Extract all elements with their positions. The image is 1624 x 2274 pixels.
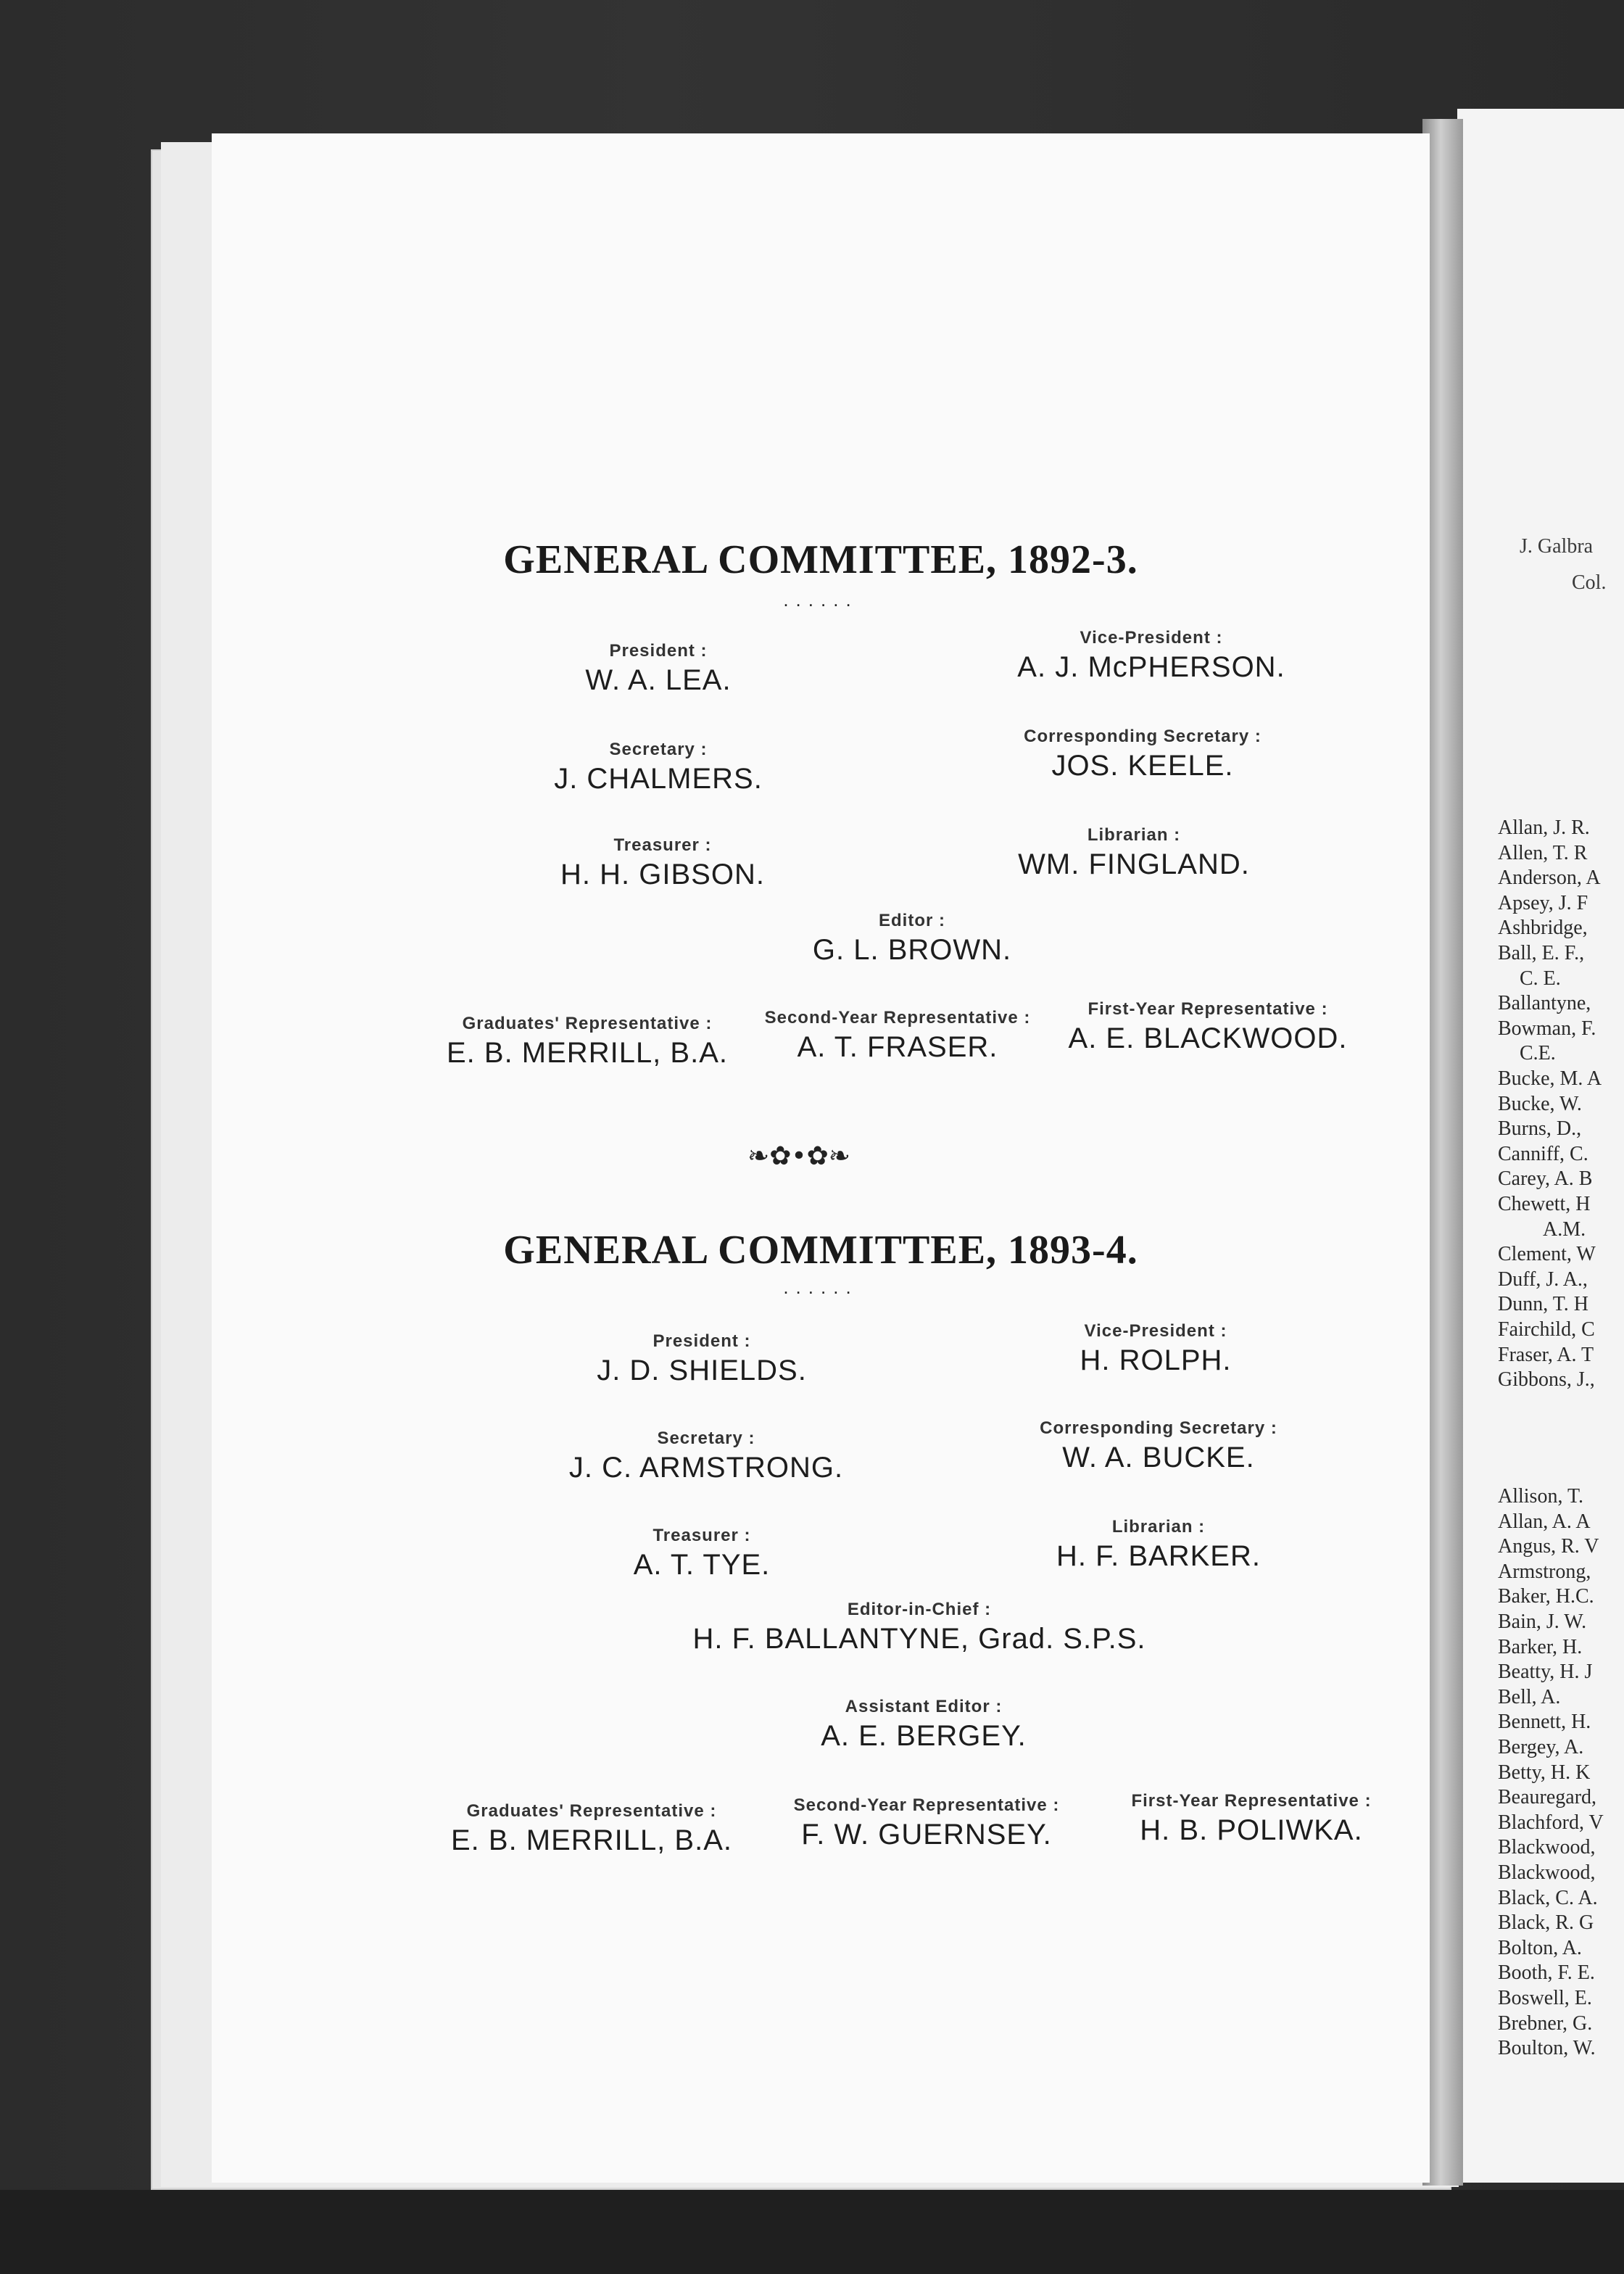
role-label: First-Year Representative :	[1088, 999, 1328, 1019]
facing-list-item: Allen, T. R	[1498, 841, 1588, 864]
role-label: Second-Year Representative :	[793, 1795, 1060, 1815]
member-name: H. ROLPH.	[1080, 1344, 1232, 1376]
facing-list-item: Clement, W	[1498, 1243, 1596, 1266]
facing-list-item: Blackwood,	[1498, 1861, 1596, 1884]
treasurer-1892	[560, 835, 765, 891]
facing-list-item: Anderson, A	[1498, 867, 1601, 890]
facing-page-text	[1457, 109, 1624, 2183]
facing-list-item: Black, R. G	[1498, 1911, 1594, 1935]
facing-list-item: Black, C. A.	[1498, 1886, 1598, 1909]
facing-heading-line-2: Col.	[1572, 571, 1607, 594]
scanner-bed-bottom	[0, 2190, 1624, 2274]
facing-list-item: Bergey, A.	[1498, 1736, 1584, 1758]
facing-list-item: Brebner, G.	[1498, 2012, 1593, 2035]
facing-list-item: Booth, F. E.	[1498, 1961, 1595, 1985]
facing-list-item: Allan, J. R.	[1498, 816, 1590, 839]
facing-list-item: Fairchild, C	[1498, 1318, 1595, 1341]
facing-list-item: Barker, H.	[1498, 1635, 1583, 1658]
facing-list-item: Chewett, H	[1498, 1193, 1591, 1215]
facing-list-item: Boulton, W.	[1498, 2037, 1596, 2060]
ornament-divider: ❧✿•✿❧	[747, 1141, 850, 1171]
vice-president-1893	[1080, 1321, 1231, 1377]
second-year-rep-1893	[794, 1795, 1060, 1851]
member-name: A. J. McPHERSON.	[1017, 651, 1285, 683]
member-name: E. B. MERRILL, B.A.	[446, 1037, 729, 1069]
facing-list-item: Bain, J. W.	[1498, 1611, 1587, 1633]
member-name: G. L. BROWN.	[812, 934, 1012, 966]
role-label: Treasurer :	[613, 835, 712, 855]
corresponding-secretary-1893	[1040, 1418, 1277, 1474]
role-label: Librarian :	[1111, 1517, 1206, 1537]
member-name: H. F. BARKER.	[1056, 1540, 1261, 1572]
editor-in-chief-1893	[692, 1600, 1146, 1655]
member-name: A. T. FRASER.	[797, 1031, 998, 1063]
facing-list-item: Apsey, J. F	[1498, 891, 1588, 914]
member-name: H. B. POLIWKA.	[1140, 1814, 1363, 1846]
facing-list-item: Baker, H.C.	[1498, 1585, 1594, 1608]
facing-list-item: Gibbons, J.,	[1498, 1368, 1595, 1392]
committee-title-1893: GENERAL COMMITTEE, 1893-4.	[503, 1228, 1138, 1273]
facing-list-item: Boswell, E.	[1498, 1987, 1592, 2009]
role-label: Secretary :	[609, 740, 708, 759]
role-label: Editor :	[879, 911, 945, 930]
member-name: J. CHALMERS.	[554, 763, 763, 795]
role-label: Assistant Editor :	[845, 1697, 1003, 1716]
facing-list-item: Allison, T.	[1498, 1485, 1583, 1508]
editor-1892	[813, 911, 1011, 967]
committee-title-1892: GENERAL COMMITTEE, 1892-3.	[503, 537, 1138, 582]
treasurer-1893	[634, 1526, 771, 1582]
facing-list-item: Ashbridge,	[1498, 917, 1588, 940]
facing-list-item: Fraser, A. T	[1498, 1343, 1594, 1366]
member-name: A. E. BERGEY.	[821, 1720, 1027, 1752]
title-dots-1892: ......	[783, 589, 858, 611]
president-1893	[597, 1331, 807, 1387]
role-label: Graduates' Representative :	[466, 1801, 717, 1821]
facing-list-item: Bowman, F.	[1498, 1017, 1596, 1040]
role-label: Secretary :	[657, 1429, 755, 1448]
graduates-rep-1892	[447, 1014, 728, 1070]
facing-list-item: Burns, D.,	[1498, 1117, 1582, 1141]
member-name: J. D. SHIELDS.	[597, 1355, 807, 1386]
role-label: First-Year Representative :	[1131, 1791, 1372, 1811]
first-year-rep-1892	[1069, 999, 1348, 1055]
facing-list-item: Dunn, T. H	[1498, 1293, 1588, 1316]
facing-heading-line-1: J. Galbra	[1520, 535, 1594, 558]
facing-list-item: Beatty, H. J	[1498, 1661, 1593, 1684]
first-year-rep-1893	[1131, 1791, 1371, 1847]
facing-list-item: Bucke, W.	[1498, 1092, 1582, 1115]
role-label: Librarian :	[1087, 825, 1181, 845]
role-label: Graduates' Representative :	[462, 1014, 713, 1033]
member-name: F. W. GUERNSEY.	[801, 1819, 1052, 1851]
member-name: W. A. LEA.	[585, 664, 732, 696]
facing-list-item: Beauregard,	[1498, 1786, 1597, 1809]
facing-list-item: Bucke, M. A	[1498, 1067, 1602, 1090]
left-page	[212, 133, 1430, 2183]
member-name: H. H. GIBSON.	[560, 859, 765, 890]
facing-list-item: C.E.	[1520, 1042, 1556, 1065]
facing-list-item: Armstrong,	[1498, 1560, 1591, 1583]
member-name: A. E. BLACKWOOD.	[1068, 1022, 1348, 1054]
role-label: Vice-President :	[1084, 1321, 1227, 1341]
role-label: Corresponding Secretary :	[1040, 1418, 1277, 1438]
second-year-rep-1892	[765, 1008, 1031, 1064]
member-name: H. F. BALLANTYNE, Grad. S.P.S.	[692, 1623, 1146, 1655]
role-label: President :	[652, 1331, 751, 1351]
facing-list-item: Allan, A. A	[1498, 1510, 1591, 1533]
assistant-editor-1893	[821, 1697, 1027, 1753]
facing-list-item: Blackwood,	[1498, 1836, 1596, 1859]
facing-list-item: Bennett, H.	[1498, 1711, 1591, 1734]
member-name: W. A. BUCKE.	[1062, 1442, 1255, 1473]
member-name: A. T. TYE.	[633, 1549, 771, 1581]
facing-list-item: Bolton, A.	[1498, 1936, 1582, 1959]
facing-list-item: Blachford, V	[1498, 1811, 1604, 1834]
role-label: Vice-President :	[1080, 628, 1223, 648]
facing-list-item: Canniff, C.	[1498, 1142, 1588, 1165]
facing-list-item: Ballantyne,	[1498, 992, 1591, 1015]
facing-list-item: Ball, E. F.,	[1498, 942, 1585, 964]
member-name: JOS. KEELE.	[1051, 750, 1234, 782]
member-name: E. B. MERRILL, B.A.	[450, 1824, 733, 1856]
facing-list-item: A.M.	[1543, 1217, 1586, 1241]
member-name: WM. FINGLAND.	[1018, 848, 1250, 880]
member-name: J. C. ARMSTRONG.	[568, 1452, 844, 1484]
role-label: Corresponding Secretary :	[1024, 727, 1262, 746]
secretary-1892	[554, 740, 763, 795]
facing-list-item: Betty, H. K	[1498, 1761, 1591, 1784]
title-dots-1893: ......	[783, 1276, 858, 1298]
role-label: Treasurer :	[652, 1526, 751, 1545]
president-1892	[585, 641, 731, 697]
librarian-1892	[1018, 825, 1250, 881]
facing-list-item: Angus, R. V	[1498, 1535, 1599, 1558]
facing-list-item: Bell, A.	[1498, 1685, 1561, 1708]
secretary-1893	[569, 1429, 843, 1484]
facing-list-item: C. E.	[1520, 967, 1561, 990]
role-label: President :	[609, 641, 708, 661]
librarian-1893	[1056, 1517, 1261, 1573]
facing-list-item: Carey, A. B	[1498, 1167, 1593, 1191]
graduates-rep-1893	[451, 1801, 732, 1857]
corresponding-secretary-1892	[1024, 727, 1262, 782]
role-label: Second-Year Representative :	[764, 1008, 1031, 1028]
role-label: Editor-in-Chief :	[847, 1600, 992, 1619]
vice-president-1892	[1017, 628, 1285, 684]
facing-list-item: Duff, J. A.,	[1498, 1268, 1588, 1291]
